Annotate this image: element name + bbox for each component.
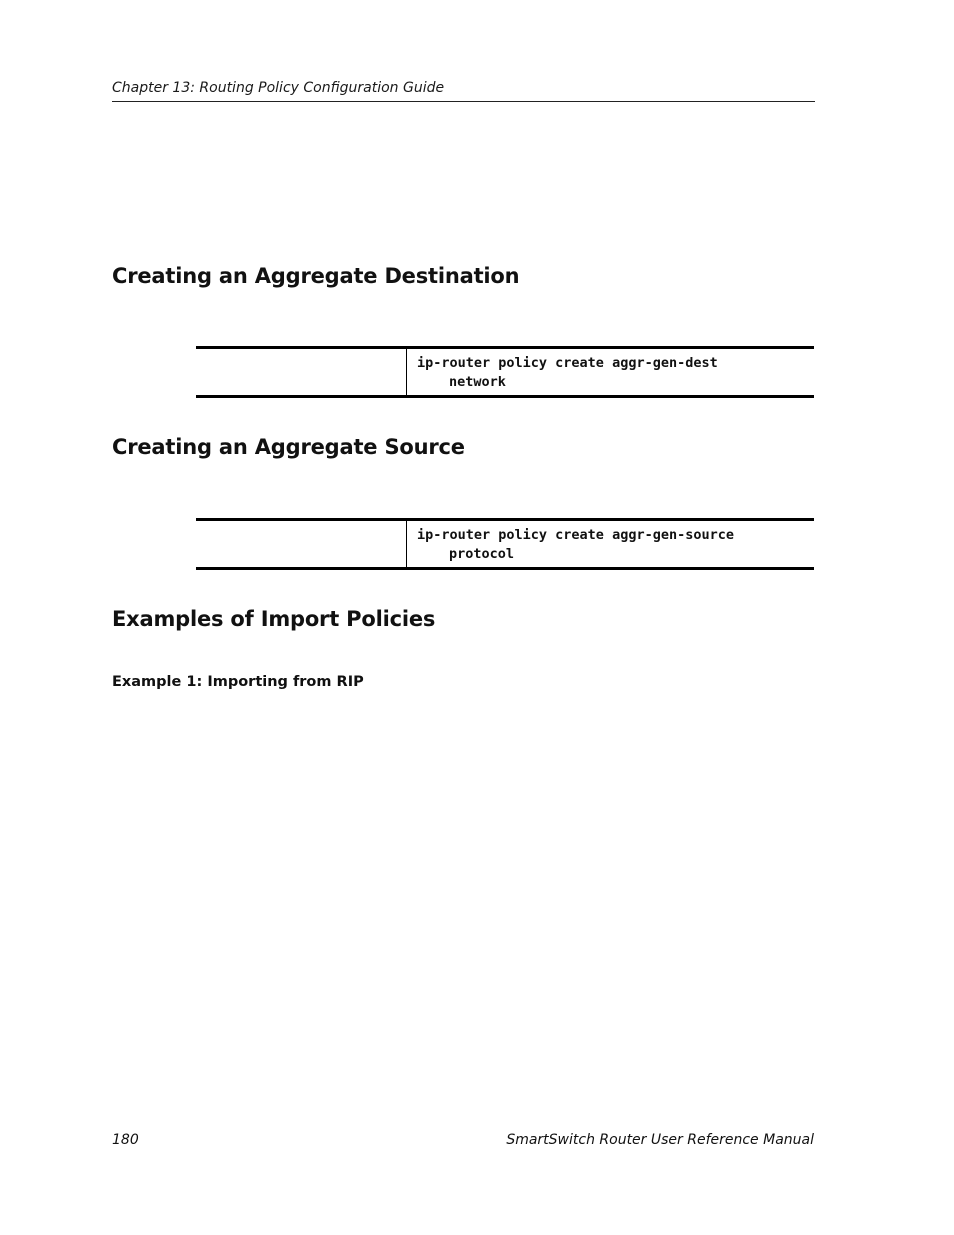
example-title: Example 1: Importing from RIP — [112, 674, 364, 690]
command-table-label-cell — [196, 349, 407, 395]
command-table-command-cell — [407, 349, 814, 395]
command-table-aggregate-destination — [196, 346, 814, 398]
command-text: ip-router policy create aggr-gen-dest — [417, 355, 718, 371]
command-text: ip-router policy create aggr-gen-source — [417, 527, 734, 543]
section-title-aggregate-source: Creating an Aggregate Source — [112, 435, 465, 459]
manual-title: SmartSwitch Router User Reference Manual — [506, 1132, 814, 1148]
command-argument: network — [449, 374, 506, 390]
command-table-aggregate-source — [196, 518, 814, 570]
page-number: 180 — [112, 1132, 139, 1148]
section-title-import-policies: Examples of Import Policies — [112, 607, 436, 631]
command-argument: protocol — [449, 546, 515, 562]
section-title-aggregate-destination: Creating an Aggregate Destination — [112, 264, 520, 288]
running-header: Chapter 13: Routing Policy Configuration Guide — [112, 79, 815, 102]
command-table-command-cell — [407, 521, 814, 567]
command-table-label-cell — [196, 521, 407, 567]
